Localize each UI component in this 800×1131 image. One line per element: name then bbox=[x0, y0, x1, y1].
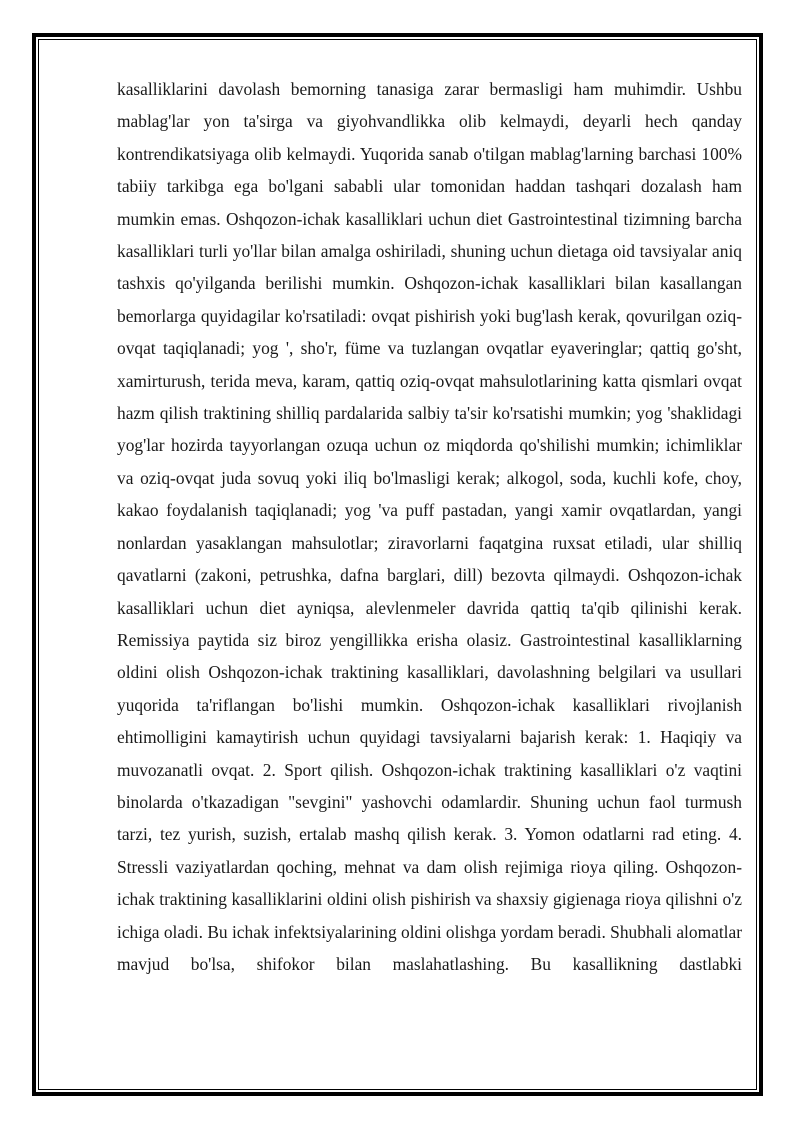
body-paragraph: kasalliklarini davolash bemorning tanasiga zarar bermasligi ham muhimdir. Ushbu mablag'lar yon ta'sirga va giyohvandlikka olib kelmaydi, deyarli hech qanday kontrendikatsiyaga olib kelmaydi. Yuqorida sanab o'tilgan mablag'larning barchasi 100% tabiiy tarkibga ega bo'lgani sababli ular tomonidan haddan tashqari dozalash ham mumkin emas. Oshqozon-ichak kasalliklari uchun diet Gastrointestinal tizimning barcha kasalliklari turli yo'llar bilan amalga oshiriladi, shuning uchun dietaga oid tavsiyalar aniq tashxis qo'yilganda berilishi mumkin. Oshqozon-ichak kasalliklari bilan kasallangan bemorlarga quyidagilar ko'rsatiladi: ovqat pishirish yoki bug'lash kerak, qovurilgan oziq-ovqat taqiqlanadi; yog ', sho'r, füme va tuzlangan ovqatlar eyaveringlar; qattiq go'sht, xamirturush, terida meva, karam, qattiq oziq-ovqat mahsulotlarining katta qismlari ovqat hazm qilish traktining shilliq pardalarida salbiy ta'sir ko'rsatishi mumkin; yog 'shaklidagi yog'lar hozirda tayyorlangan ozuqa uchun oz miqdorda qo'shilishi mumkin; ichimliklar va oziq-ovqat juda sovuq yoki iliq bo'lmasligi kerak; alkogol, soda, kuchli kofe, choy, kakao foydalanish taqiqlanadi; yog 'va puff pastadan, yangi xamir ovqatlardan, yangi nonlardan yasaklangan mahsulotlar; ziravorlarni faqatgina ruxsat etiladi, ular shilliq qavatlarni (zakoni, petrushka, dafna barglari, dill) bezovta qilmaydi. Oshqozon-ichak kasalliklari uchun diet ayniqsa, alevlenmeler davrida qattiq ta'qib qilinishi kerak. Remissiya paytida siz biroz yengillikka erisha olasiz. Gastrointestinal kasalliklarning oldini olish Oshqozon-ichak traktining kasalliklari, davolashning belgilari va usullari yuqorida ta'riflangan bo'lishi mumkin. Oshqozon-ichak kasalliklari rivojlanish ehtimolligini kamaytirish uchun quyidagi tavsiyalarni bajarish kerak: 1. Haqiqiy va muvozanatli ovqat. 2. Sport qilish. Oshqozon-ichak traktining kasalliklari o'z vaqtini binolarda o'tkazadigan "sevgini" yashovchi odamlardir. Shuning uchun faol turmush tarzi, tez yurish, suzish, ertalab mashq qilish kerak. 3. Yomon odatlarni rad eting. 4. Stressli vaziyatlardan qoching, mehnat va dam olish rejimiga rioya qiling. Oshqozon-ichak traktining kasalliklarini oldini olish pishirish va shaxsiy gigienaga rioya qilishni o'z ichiga oladi. Bu ichak infektsiyalarining oldini olishga yordam beradi. Shubhali alomatlar mavjud bo'lsa, shifokor bilan maslahatlashing. Bu kasallikning dastlabki bbox=[117, 79, 742, 974]
